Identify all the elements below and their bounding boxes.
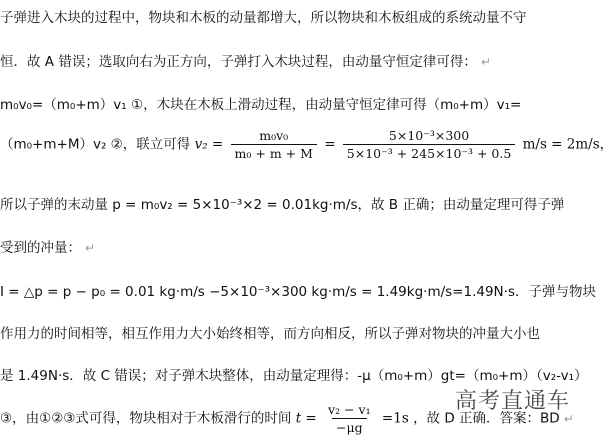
line-10-suffix: ，故 D 正确．答案：BD: [413, 410, 560, 427]
equals-sign: =: [324, 136, 336, 153]
line-8-text: 作用力的时间相等，相互作用力大小始终相等，而方向相反，所以子弹对物块的冲量大小也: [0, 326, 540, 342]
line-10-prefix: ③，由①②③式可得，物块相对于木板滑行的时间: [0, 410, 292, 427]
line-3-text: m₀v₀=（m₀+m）v₁ ①，木块在木板上滑动过程，由动量守恒定律可得（m₀+m）v₁=: [0, 97, 522, 113]
fraction-numeric-substitution: [343, 128, 516, 161]
text-line-3: [0, 93, 521, 113]
text-line-4-equation: [0, 128, 613, 161]
text-line-7: [0, 280, 596, 300]
line-4-prefix: （m₀+m+M）v₂ ②，联立可得: [0, 136, 191, 153]
fraction-3-denominator: −μg: [332, 418, 367, 435]
line-5-text: 所以子弹的末动量 p = m₀v₂ = 5×10⁻³×2 = 0.01kg·m/s，故 B 正确；由动量定理可得子弹: [0, 197, 565, 213]
fraction-1-denominator: m₀ + m + M: [231, 144, 317, 161]
fraction-1-numerator: m₀v₀: [259, 128, 289, 143]
fraction-momentum-formula: [231, 128, 317, 161]
text-line-2: [0, 50, 491, 70]
line-9-text: 是 1.49N·s．故 C 错误；对子弹木块整体，由动量定理得：-μ（m₀+m）gt=（m₀+m）（v₂-v₁）: [0, 368, 588, 384]
text-line-6: [0, 236, 95, 256]
text-line-8: [0, 322, 540, 342]
paragraph-mark-icon: ↵: [563, 411, 574, 426]
paragraph-mark-icon: ↵: [85, 241, 96, 255]
line-2-text: 恒．故 A 错误；选取向右为正方向，子弹打入木块过程，由动量守恒定律可得：: [0, 54, 477, 70]
equation-lhs-t: t =: [295, 410, 317, 427]
text-line-9: [0, 364, 588, 384]
text-line-1: [0, 6, 527, 26]
line-1-text: 子弹进入木块的过程中，物块和木板的动量都增大，所以物块和木板组成的系统动量不守: [0, 10, 527, 26]
paragraph-mark-icon: ↵: [480, 55, 491, 69]
time-result: =1s: [381, 410, 409, 427]
equation-result: m/s = 2m/s，: [522, 136, 613, 153]
fraction-3-numerator: v₂ − v₁: [328, 402, 371, 417]
equation-lhs-v2: v₂ =: [194, 136, 224, 153]
line-7-text: I = △p = p − p₀ = 0.01 kg·m/s −5×10⁻³×300 kg·m/s = 1.49kg·m/s=1.49N·s．子弹与物块: [0, 284, 596, 300]
fraction-2-numerator: 5×10⁻³×300: [388, 128, 470, 143]
text-line-5: [0, 193, 564, 213]
line-6-text: 受到的冲量：: [0, 240, 81, 256]
fraction-time-formula: [324, 402, 375, 435]
fraction-2-denominator: 5×10⁻³ + 245×10⁻³ + 0.5: [343, 144, 516, 161]
watermark-logo-text: 高考直通车: [454, 389, 570, 414]
